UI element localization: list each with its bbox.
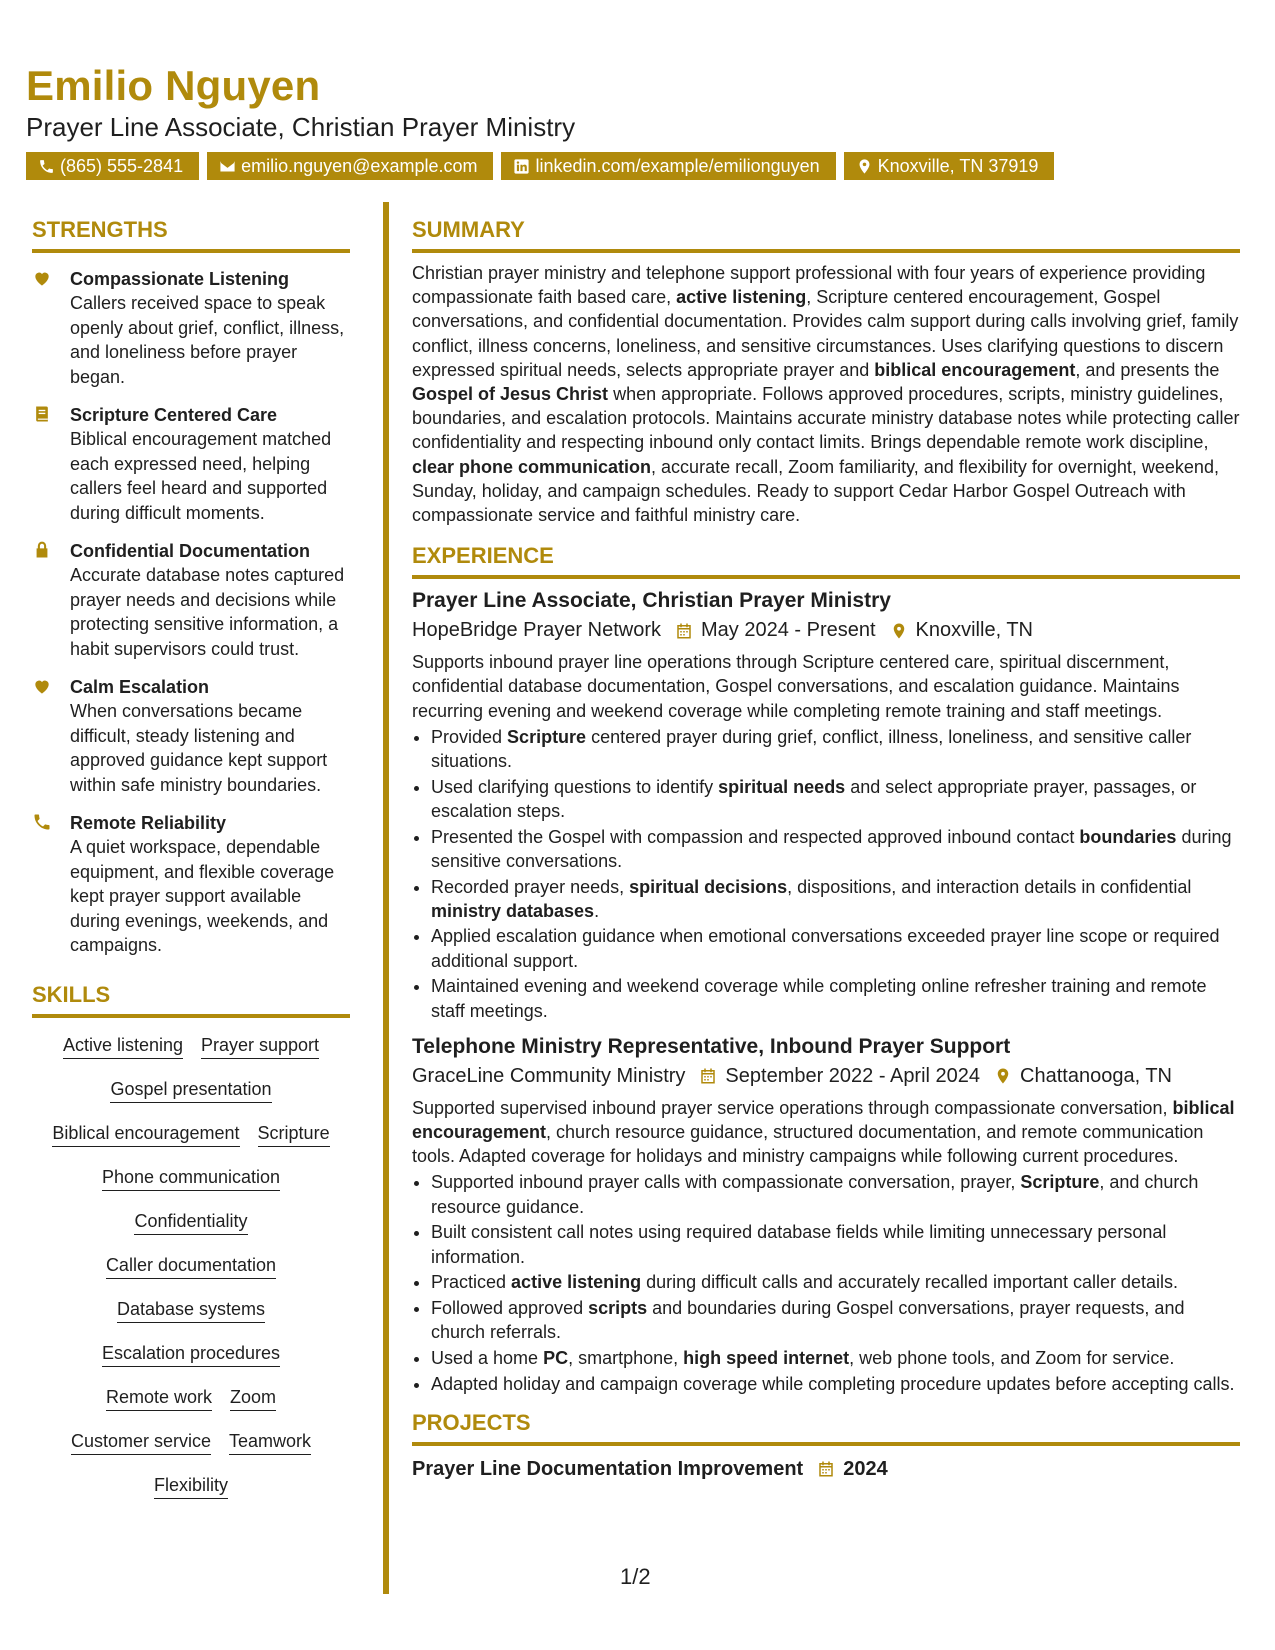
job-location: Knoxville, TN <box>915 619 1033 642</box>
skill-tag: Caller documentation <box>106 1254 276 1279</box>
location-chip <box>844 152 1055 180</box>
strength-desc: Accurate database notes captured prayer needs and decisions while protecting sensitive information, a habit supervisors could trust. <box>70 565 345 659</box>
project-name: Prayer Line Documentation Improvement <box>412 1457 804 1480</box>
phone-text: (865) 555-2841 <box>60 155 184 176</box>
bullet-item: • Recorded prayer needs, spiritual decisions, dispositions, and interaction details in confidential ministry databases. <box>431 875 1240 923</box>
skill-tag: Scripture <box>258 1122 330 1147</box>
bullet-item: • Provided Scripture centered prayer during grief, conflict, illness, loneliness, and sensitive caller situations. <box>431 725 1240 773</box>
book-icon <box>32 404 52 424</box>
skill-tag: Teamwork <box>229 1430 311 1455</box>
bullet-item: • Presented the Gospel with compassion and respected approved inbound contact boundaries during sensitive conversations. <box>431 825 1240 873</box>
job-title: Telephone Ministry Representative, Inbound Prayer Support <box>412 1034 1011 1058</box>
phone-chip[interactable] <box>26 152 199 180</box>
strength-title: Remote Reliability <box>70 813 227 833</box>
skill-tag: Active listening <box>63 1034 183 1059</box>
skill-tag: Confidentiality <box>134 1210 247 1235</box>
strength-desc: Biblical encouragement matched each expressed need, helping callers feel heard and supported during difficult moments. <box>70 429 332 523</box>
calendar-icon <box>675 622 693 640</box>
skills-row <box>32 1430 350 1455</box>
job-summary: Supports inbound prayer line operations through Scripture centered care, spiritual discernment, confidential database documentation, Gospel conversations, and escalation guidance. Maintains recurring evening and weekend coverage while completing remote training and staff meetings. <box>412 652 1180 721</box>
bullet-item: • Followed approved scripts and boundaries during Gospel conversations, prayer requests, and church referrals. <box>431 1296 1240 1344</box>
projects-heading: PROJECTS <box>412 1410 1240 1446</box>
project-year: 2024 <box>843 1457 888 1480</box>
strength-item <box>32 267 350 389</box>
heart-icon <box>32 676 52 696</box>
job-dates: September 2022 - April 2024 <box>725 1064 981 1087</box>
skills-row <box>32 1166 350 1191</box>
skills-row <box>32 1122 350 1147</box>
bullet-item: • Used a home PC, smartphone, high speed internet, web phone tools, and Zoom for service. <box>431 1346 1240 1370</box>
email-chip[interactable] <box>207 152 493 180</box>
bullet-item: • Built consistent call notes using required database fields while limiting unnecessary personal information. <box>431 1220 1240 1268</box>
skill-tag: Biblical encouragement <box>52 1122 239 1147</box>
linkedin-chip[interactable] <box>501 152 835 180</box>
job-meta <box>412 1065 1240 1088</box>
skills-row <box>32 1342 350 1367</box>
strength-desc: Callers received space to speak openly about grief, conflict, illness, and loneliness before prayer began. <box>70 293 345 387</box>
job-organization: GraceLine Community Ministry <box>412 1064 686 1087</box>
skill-tag: Phone communication <box>102 1166 280 1191</box>
skill-tag: Flexibility <box>154 1474 228 1499</box>
job-meta <box>412 619 1240 642</box>
skill-tag: Escalation procedures <box>102 1342 280 1367</box>
skill-tag: Gospel presentation <box>110 1078 271 1103</box>
job-entry <box>412 589 1240 1023</box>
email-text: emilio.nguyen@example.com <box>241 155 478 176</box>
job-dates: May 2024 - Present <box>701 619 876 642</box>
strengths-heading: STRENGTHS <box>32 217 350 253</box>
strength-item <box>32 539 350 661</box>
strength-desc: A quiet workspace, dependable equipment, and flexible coverage kept prayer support available during evenings, weekends, and campaigns. <box>70 837 335 955</box>
map-pin-icon <box>890 622 908 640</box>
bullet-item: • Supported inbound prayer calls with compassionate conversation, prayer, Scripture, and church resource guidance. <box>431 1170 1240 1218</box>
skills-row <box>32 1474 350 1499</box>
calendar-icon <box>699 1067 717 1085</box>
strength-item <box>32 675 350 797</box>
job-organization: HopeBridge Prayer Network <box>412 619 661 642</box>
envelope-icon <box>219 158 236 175</box>
phone-icon <box>38 158 55 175</box>
skills-list <box>32 1034 350 1499</box>
job-location: Chattanooga, TN <box>1020 1064 1172 1087</box>
job-bullets <box>412 1170 1240 1395</box>
skills-row <box>32 1298 350 1323</box>
contact-bar <box>26 152 1054 180</box>
skills-row <box>32 1386 350 1411</box>
strength-item <box>32 403 350 525</box>
job-summary: Supported supervised inbound prayer service operations through compassionate conversation, biblical encouragement, church resource guidance, structured documentation, and remote communication tools. Adapted coverage for holidays and ministry campaigns while following current procedures. <box>412 1097 1235 1167</box>
linkedin-icon <box>513 158 530 175</box>
project-item <box>412 1458 1240 1481</box>
calendar-icon <box>817 1460 835 1478</box>
skills-row <box>32 1210 350 1235</box>
bullet-item: • Maintained evening and weekend coverage while completing online refresher training and remote staff meetings. <box>431 974 1240 1022</box>
lock-icon <box>32 540 52 560</box>
job-entry <box>412 1035 1240 1396</box>
skill-tag: Customer service <box>71 1430 211 1455</box>
skill-tag: Prayer support <box>201 1034 319 1059</box>
experience-heading: EXPERIENCE <box>412 543 1240 579</box>
skills-row <box>32 1078 350 1103</box>
skill-tag: Remote work <box>106 1386 212 1411</box>
column-divider <box>383 202 389 1594</box>
summary-text: Christian prayer ministry and telephone support professional with four years of experience providing compassionate faith based care, active listening, Scripture centered encouragement, Gospel conversations, and confidential documentation. Provides calm support during calls involving grief, family conflict, illness concerns, loneliness, and sensitive circumstances. Uses clarifying questions to discern expressed spiritual needs, selects appropriate prayer and biblical encouragement, and presents the Gospel of Jesus Christ when appropriate. Follows approved procedures, scripts, ministry guidelines, boundaries, and escalation protocols. Maintains accurate ministry database notes while protecting caller confidentiality and respecting inbound only contact limits. Brings dependable remote work discipline, clear phone communication, accurate recall, Zoom familiarity, and flexibility for overnight, weekend, Sunday, holiday, and campaign schedules. Ready to support Cedar Harbor Gospel Outreach with compassionate service and faithful ministry care. <box>412 263 1240 526</box>
job-bullets <box>412 725 1240 1023</box>
strength-title: Scripture Centered Care <box>70 405 278 425</box>
bullet-item: • Applied escalation guidance when emotional conversations exceeded prayer line scope or required additional support. <box>431 924 1240 972</box>
skills-heading: SKILLS <box>32 982 350 1018</box>
strength-desc: When conversations became difficult, steady listening and approved guidance kept support within safe ministry boundaries. <box>70 701 328 795</box>
candidate-headline: Prayer Line Associate, Christian Prayer Ministry <box>26 112 576 142</box>
skill-tag: Database systems <box>117 1298 265 1323</box>
strength-title: Calm Escalation <box>70 677 210 697</box>
right-column <box>412 217 1240 1481</box>
strength-item <box>32 811 350 958</box>
bullet-item: • Used clarifying questions to identify spiritual needs and select appropriate prayer, passages, or escalation steps. <box>431 775 1240 823</box>
skill-tag: Zoom <box>230 1386 276 1411</box>
summary-heading: SUMMARY <box>412 217 1240 253</box>
strength-title: Confidential Documentation <box>70 541 310 561</box>
job-title: Prayer Line Associate, Christian Prayer Ministry <box>412 589 891 613</box>
map-pin-icon <box>856 158 873 175</box>
map-pin-icon <box>994 1067 1012 1085</box>
bullet-item: • Practiced active listening during difficult calls and accurately recalled important caller details. <box>431 1270 1240 1294</box>
linkedin-text: linkedin.com/example/emilionguyen <box>535 155 820 176</box>
left-column <box>32 217 350 1518</box>
candidate-name: Emilio Nguyen <box>26 62 321 109</box>
bullet-item: • Adapted holiday and campaign coverage while completing procedure updates before accepting calls. <box>431 1372 1240 1396</box>
experience-list <box>412 589 1240 1395</box>
page-number: 1/2 <box>620 1564 651 1589</box>
location-text: Knoxville, TN 37919 <box>877 155 1039 176</box>
heart-icon <box>32 268 52 288</box>
skills-row <box>32 1034 350 1059</box>
skills-row <box>32 1254 350 1279</box>
phone-icon <box>32 812 52 832</box>
strength-title: Compassionate Listening <box>70 269 290 289</box>
